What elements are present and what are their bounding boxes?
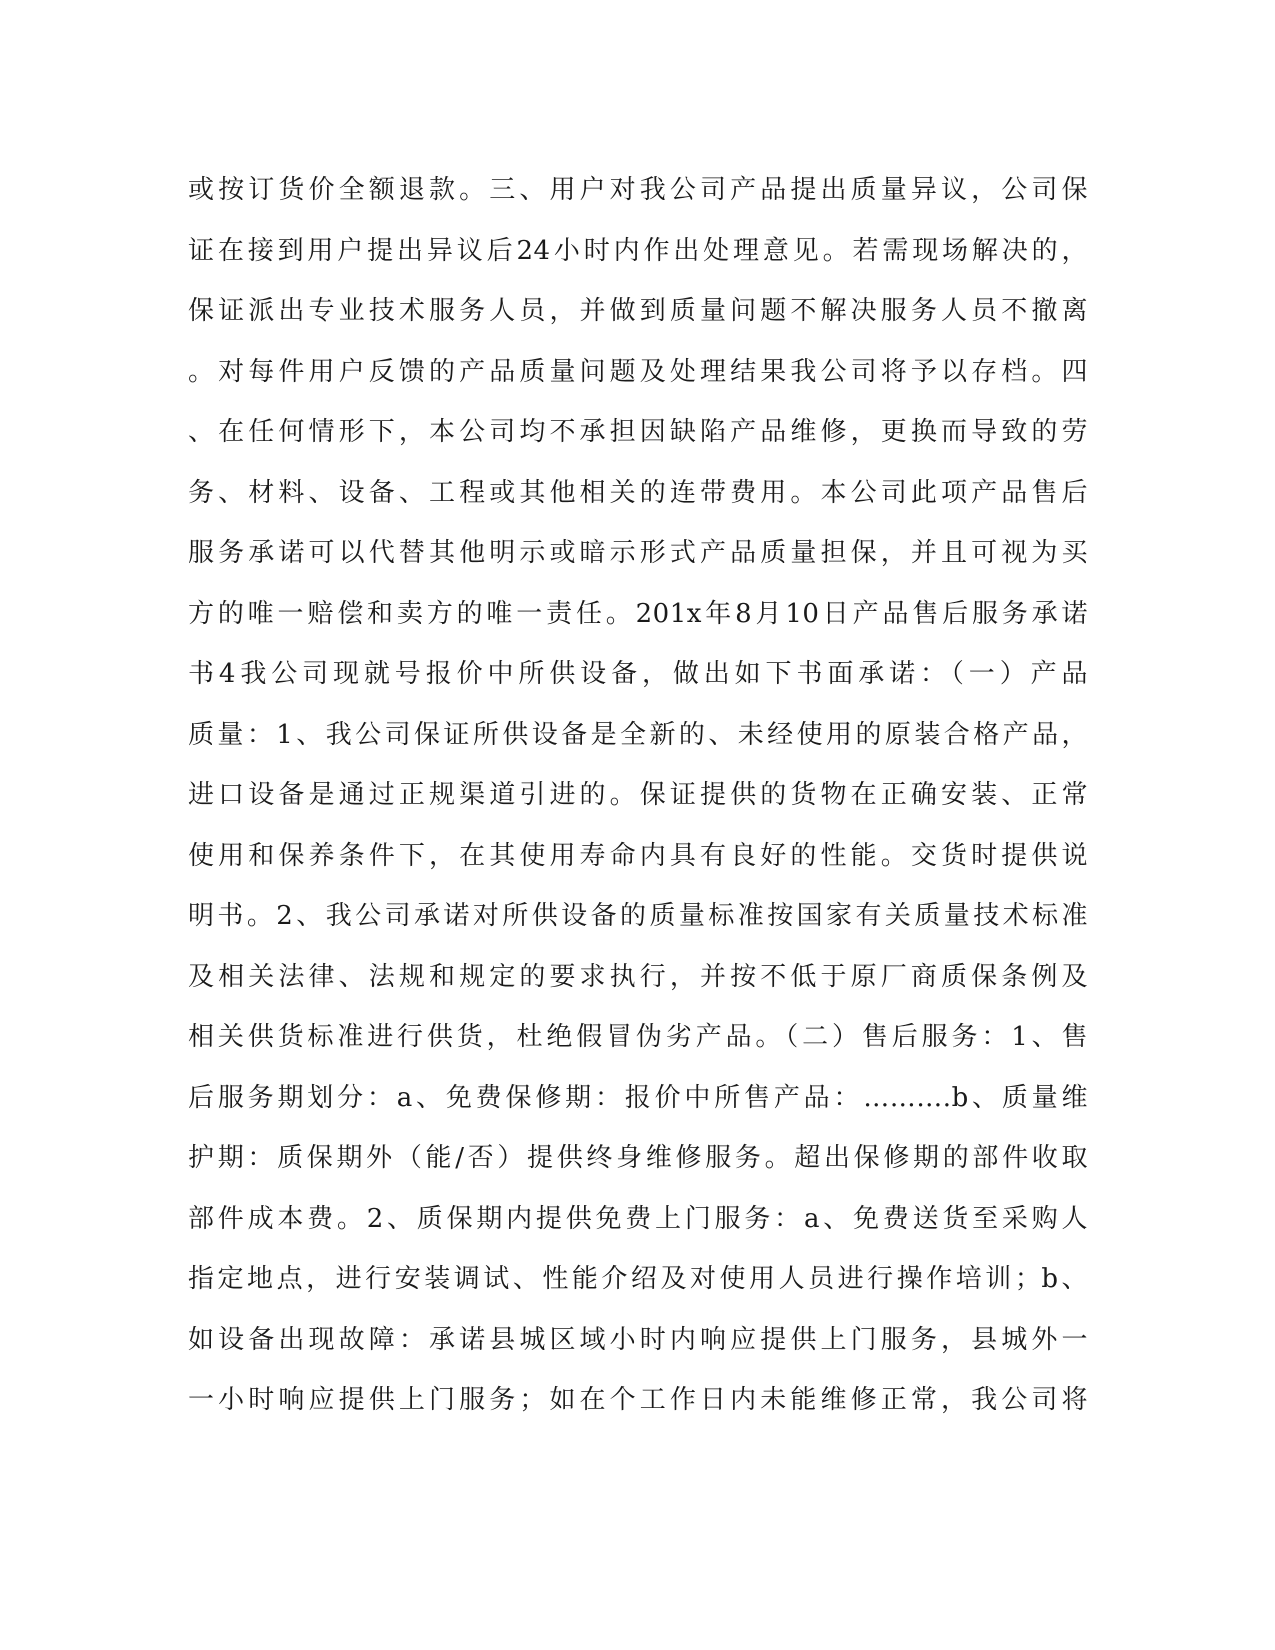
text-line: 、在任何情形下，本公司均不承担因缺陷产品维修，更换而导致的劳 <box>188 417 1088 447</box>
text-line: 。对每件用户反馈的产品质量问题及处理结果我公司将予以存档。四 <box>188 356 1088 387</box>
text-line: 或按订货价全额退款。三、用户对我公司产品提出质量异议，公司保 <box>188 175 1088 205</box>
text-line: 质量：1、我公司保证所供设备是全新的、未经使用的原装合格产品， <box>188 719 1088 750</box>
text-line: 务、材料、设备、工程或其他相关的连带费用。本公司此项产品售后 <box>188 477 1088 508</box>
text-line: 书4我公司现就号报价中所供设备，做出如下书面承诺：（一）产品 <box>188 659 1088 689</box>
text-line: 指定地点，进行安装调试、性能介绍及对使用人员进行操作培训；b、 <box>188 1264 1088 1294</box>
text-line: 一小时响应提供上门服务；如在个工作日内未能维修正常，我公司将 <box>188 1385 1088 1415</box>
text-line: 后服务期划分：a、免费保修期：报价中所售产品：……….b、质量维 <box>188 1082 1088 1113</box>
text-line: 进口设备是通过正规渠道引进的。保证提供的货物在正确安装、正常 <box>188 780 1088 810</box>
text-line: 部件成本费。2、质保期内提供免费上门服务：a、免费送货至采购人 <box>188 1203 1088 1234</box>
text-line: 如设备出现故障：承诺县城区域小时内响应提供上门服务，县城外一 <box>188 1324 1088 1355</box>
text-line: 服务承诺可以代替其他明示或暗示形式产品质量担保，并且可视为买 <box>188 538 1088 568</box>
text-line: 及相关法律、法规和规定的要求执行，并按不低于原厂商质保条例及 <box>188 961 1088 992</box>
text-line: 相关供货标准进行供货，杜绝假冒伪劣产品。（二）售后服务：1、售 <box>188 1022 1088 1052</box>
text-line: 保证派出专业技术服务人员，并做到质量问题不解决服务人员不撤离 <box>188 296 1088 326</box>
text-line: 使用和保养条件下，在其使用寿命内具有良好的性能。交货时提供说 <box>188 840 1088 871</box>
body-text <box>188 160 1088 1431</box>
text-line: 明书。2、我公司承诺对所供设备的质量标准按国家有关质量技术标准 <box>188 901 1088 931</box>
text-line: 证在接到用户提出异议后24小时内作出处理意见。若需现场解决的， <box>188 235 1088 266</box>
text-line: 方的唯一赔偿和卖方的唯一责任。201x年8月10日产品售后服务承诺 <box>188 598 1088 629</box>
text-line: 护期：质保期外（能/否）提供终身维修服务。超出保修期的部件收取 <box>188 1143 1088 1173</box>
